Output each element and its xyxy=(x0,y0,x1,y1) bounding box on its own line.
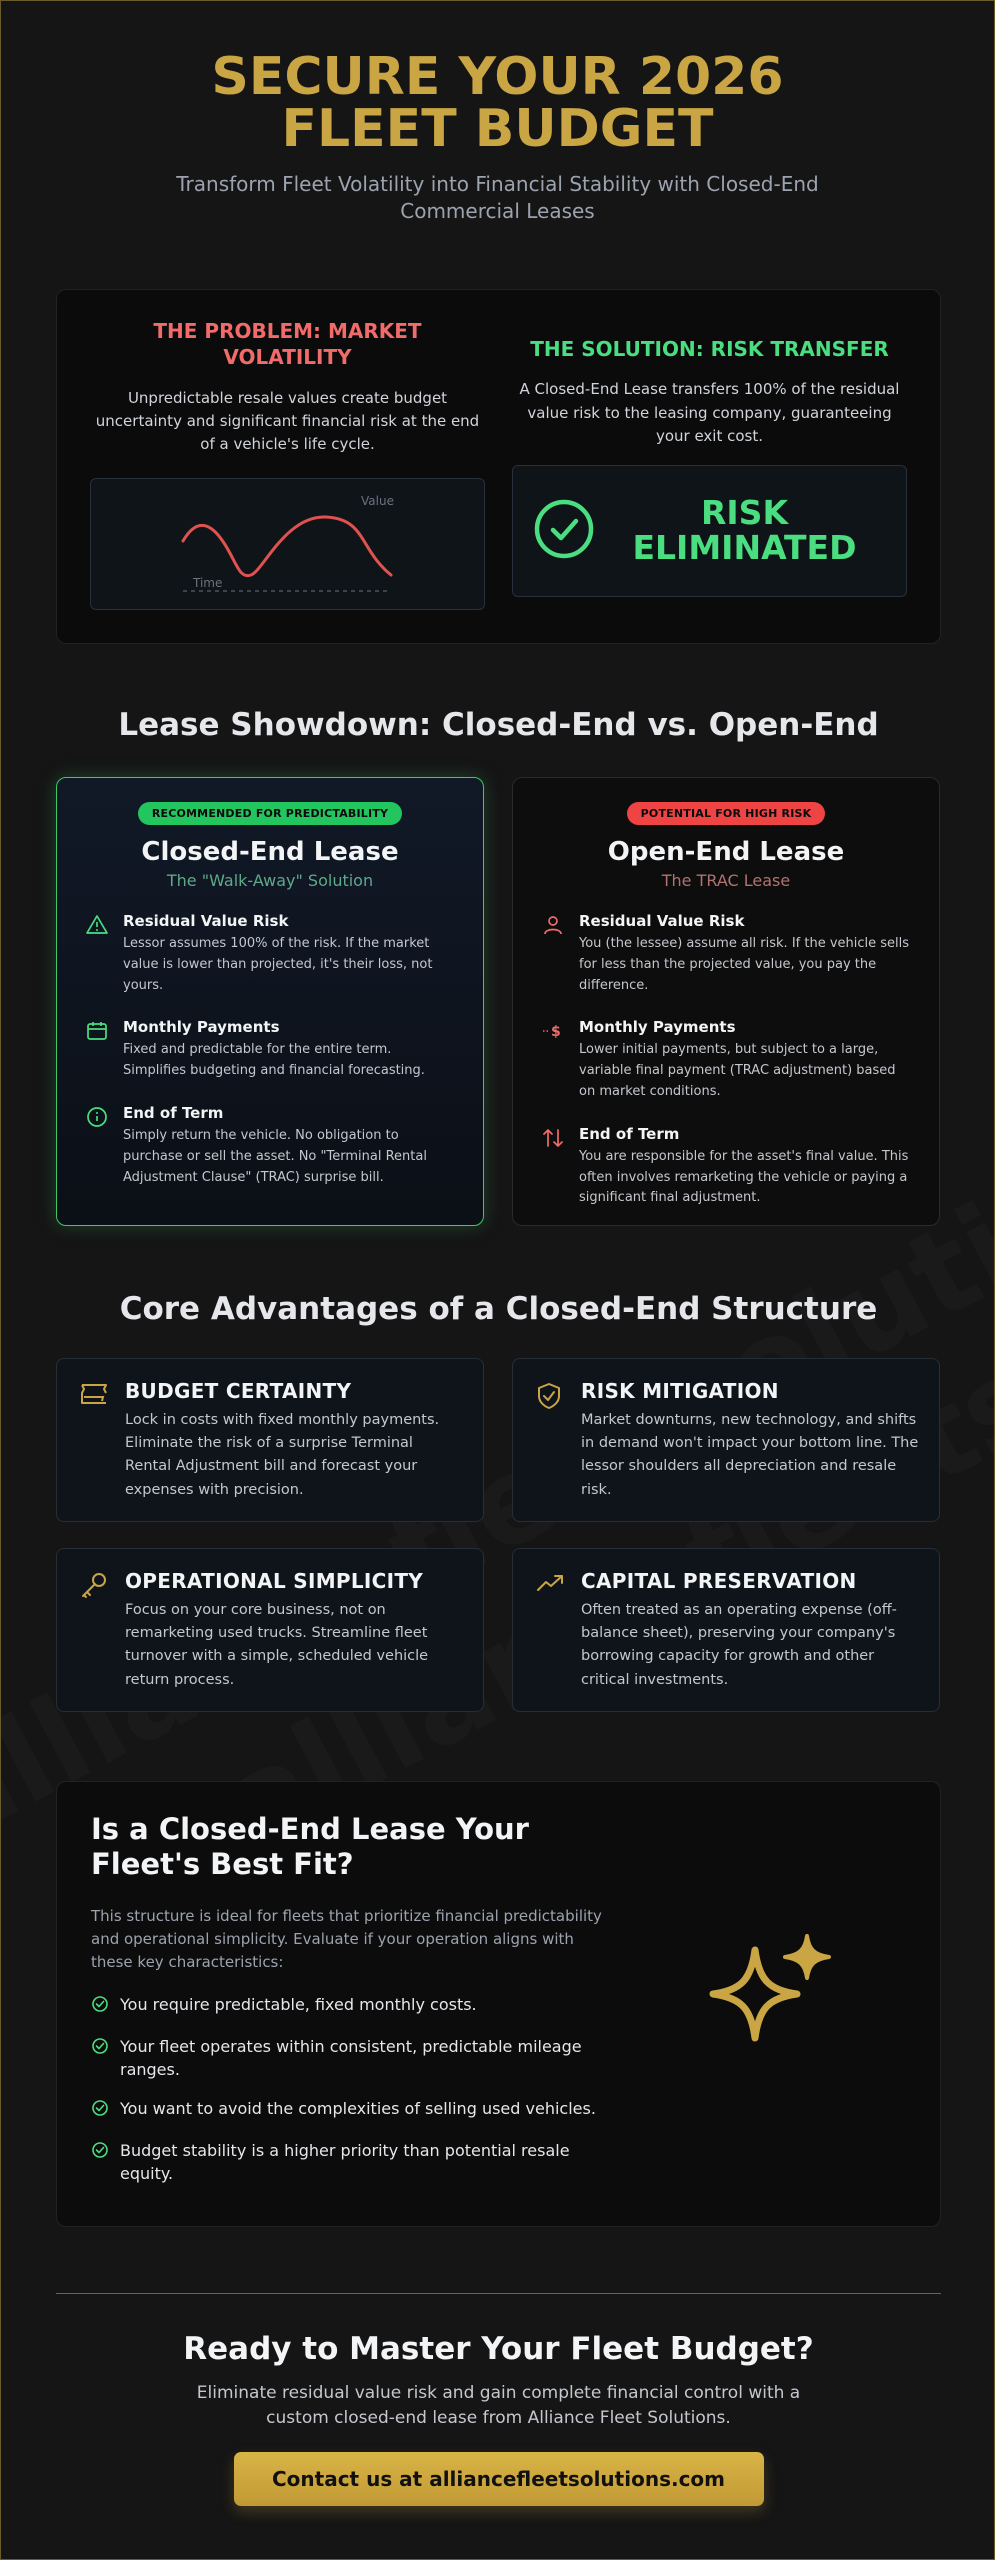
list-item: Budget stability is a higher priority than potential resale equity. xyxy=(91,2139,611,2185)
closed-feature-end-of-term xyxy=(85,1104,455,1188)
feature-text: Lower initial payments, but subject to a large, variable final payment (TRAC adjustment) based on market conditions. xyxy=(579,1042,896,1099)
closed-feature-payments xyxy=(85,1018,455,1082)
info-circle-icon xyxy=(85,1104,123,1188)
check-circle-icon xyxy=(91,2035,120,2081)
best-fit-list xyxy=(91,1993,611,2186)
dollar-icon xyxy=(541,1018,579,1102)
cta-text: Eliminate residual value risk and gain complete financial control with a custom closed-end lease from Alliance Fleet Solutions. xyxy=(196,2383,801,2428)
advantage-text: Lock in costs with fixed monthly payments. Eliminate the risk of a surprise Terminal Rental Adjustment bill and forecast your expenses with precision. xyxy=(125,1412,440,1498)
closed-feature-residual xyxy=(85,912,455,996)
check-circle-icon xyxy=(513,498,595,564)
risk-eliminated-box xyxy=(512,465,907,597)
cta-section xyxy=(1,2331,995,2506)
feature-title: End of Term xyxy=(579,1124,680,1143)
open-lease-title: Open-End Lease xyxy=(607,837,845,867)
value-axis-label: Value xyxy=(361,494,394,508)
open-feature-payments xyxy=(541,1018,911,1102)
page-title: SECURE YOUR 2026 FLEET BUDGET xyxy=(211,47,784,159)
problem-column xyxy=(90,318,485,457)
user-icon xyxy=(541,912,579,996)
volatility-wave xyxy=(91,479,486,611)
advantage-risk-mitigation xyxy=(512,1358,940,1522)
open-feature-end-of-term xyxy=(541,1125,911,1209)
problem-text: Unpredictable resale values create budget uncertainty and significant financial risk at the end of a vehicle's life cycle. xyxy=(95,388,480,454)
receipt-icon xyxy=(79,1379,125,1501)
volatility-line xyxy=(183,517,391,576)
best-fit-intro: This structure is ideal for fleets that prioritize financial predictability and operational simplicity. Evaluate if your operation aligns with these key characteristics: xyxy=(91,1906,602,1972)
solution-column xyxy=(512,336,907,448)
time-axis-label: Time xyxy=(193,576,223,590)
check-circle-icon xyxy=(91,2139,120,2185)
advantage-text: Market downturns, new technology, and shifts in demand won't impact your bottom line. The lessor shoulders all depreciation and resale risk. xyxy=(581,1412,919,1498)
solution-title: THE SOLUTION: RISK TRANSFER xyxy=(530,337,889,361)
showdown-title: Lease Showdown: Closed-End vs. Open-End xyxy=(118,707,879,743)
check-circle-icon xyxy=(91,1993,120,2019)
closed-end-lease-card xyxy=(56,777,484,1226)
advantage-capital-preservation xyxy=(512,1548,940,1712)
swap-arrows-icon xyxy=(541,1125,579,1209)
shield-check-icon xyxy=(535,1379,581,1501)
advantage-text: Often treated as an operating expense (off-balance sheet), preserving your company's borrowing capacity for growth and other critical investments. xyxy=(581,1602,897,1688)
sparkles-icon xyxy=(697,1922,847,2066)
advantage-title: CAPITAL PRESERVATION xyxy=(581,1569,857,1593)
list-item: You want to avoid the complexities of selling used vehicles. xyxy=(91,2097,611,2123)
feature-text: You (the lessee) assume all risk. If the vehicle sells for less than the projected value, you pay the difference. xyxy=(579,936,910,993)
open-feature-residual xyxy=(541,912,911,996)
feature-title: Residual Value Risk xyxy=(579,912,745,930)
calendar-icon xyxy=(85,1018,123,1082)
contact-button[interactable]: Contact us at alliancefleetsolutions.com xyxy=(234,2452,764,2506)
page-subtitle: Transform Fleet Volatility into Financial Stability with Closed-End Commercial Leases xyxy=(176,172,819,223)
key-icon xyxy=(79,1569,125,1691)
closed-lease-subtitle: The "Walk-Away" Solution xyxy=(166,871,374,890)
feature-text: Lessor assumes 100% of the risk. If the market value is lower than projected, it's their loss, not yours. xyxy=(123,936,433,993)
problem-solution-card xyxy=(56,289,941,644)
advantages-title: Core Advantages of a Closed-End Structure xyxy=(119,1291,878,1327)
warning-triangle-icon xyxy=(85,912,123,996)
recommended-badge: RECOMMENDED FOR PREDICTABILITY xyxy=(138,802,402,825)
feature-text: You are responsible for the asset's final value. This often involves remarketing the vehicle or paying a significant final adjustment. xyxy=(579,1148,909,1206)
section-divider xyxy=(56,2293,941,2294)
solution-text: A Closed-End Lease transfers 100% of the residual value risk to the leasing company, guaranteeing your exit cost. xyxy=(519,380,900,445)
open-lease-subtitle: The TRAC Lease xyxy=(661,871,791,890)
advantage-operational-simplicity xyxy=(56,1548,484,1712)
cta-title: Ready to Master Your Fleet Budget? xyxy=(183,2331,814,2367)
trending-up-icon xyxy=(535,1569,581,1691)
list-item: You require predictable, fixed monthly costs. xyxy=(91,1993,611,2019)
best-fit-card xyxy=(56,1781,941,2227)
risk-eliminated-text: RISK ELIMINATED xyxy=(632,493,857,567)
list-item: Your fleet operates within consistent, predictable mileage ranges. xyxy=(91,2035,611,2081)
feature-text: Fixed and predictable for the entire term. Simplifies budgeting and financial forecasting. xyxy=(123,1042,425,1079)
feature-title: End of Term xyxy=(123,1103,224,1122)
advantage-text: Focus on your core business, not on remarketing used trucks. Streamline fleet turnover with a simple, scheduled vehicle return process. xyxy=(125,1602,429,1688)
volatility-chart xyxy=(90,478,485,610)
high-risk-badge: POTENTIAL FOR HIGH RISK xyxy=(627,802,826,825)
closed-lease-title: Closed-End Lease xyxy=(141,837,399,867)
hero xyxy=(1,1,994,225)
feature-title: Residual Value Risk xyxy=(123,912,289,930)
feature-title: Monthly Payments xyxy=(123,1018,280,1037)
svg-text:$: $ xyxy=(551,1024,561,1041)
open-end-lease-card xyxy=(512,777,940,1226)
best-fit-title: Is a Closed-End Lease Your Fleet's Best Fit? xyxy=(91,1812,529,1882)
advantage-title: OPERATIONAL SIMPLICITY xyxy=(125,1569,424,1593)
feature-title: Monthly Payments xyxy=(579,1018,736,1037)
advantage-title: BUDGET CERTAINTY xyxy=(125,1379,352,1403)
problem-title: THE PROBLEM: MARKET VOLATILITY xyxy=(153,319,422,370)
check-circle-icon xyxy=(91,2097,120,2123)
advantage-budget-certainty xyxy=(56,1358,484,1522)
advantage-title: RISK MITIGATION xyxy=(581,1379,779,1403)
feature-text: Simply return the vehicle. No obligation to purchase or sell the asset. No "Terminal Rental Adjustment Clause" (TRAC) surprise bill. xyxy=(123,1127,427,1185)
